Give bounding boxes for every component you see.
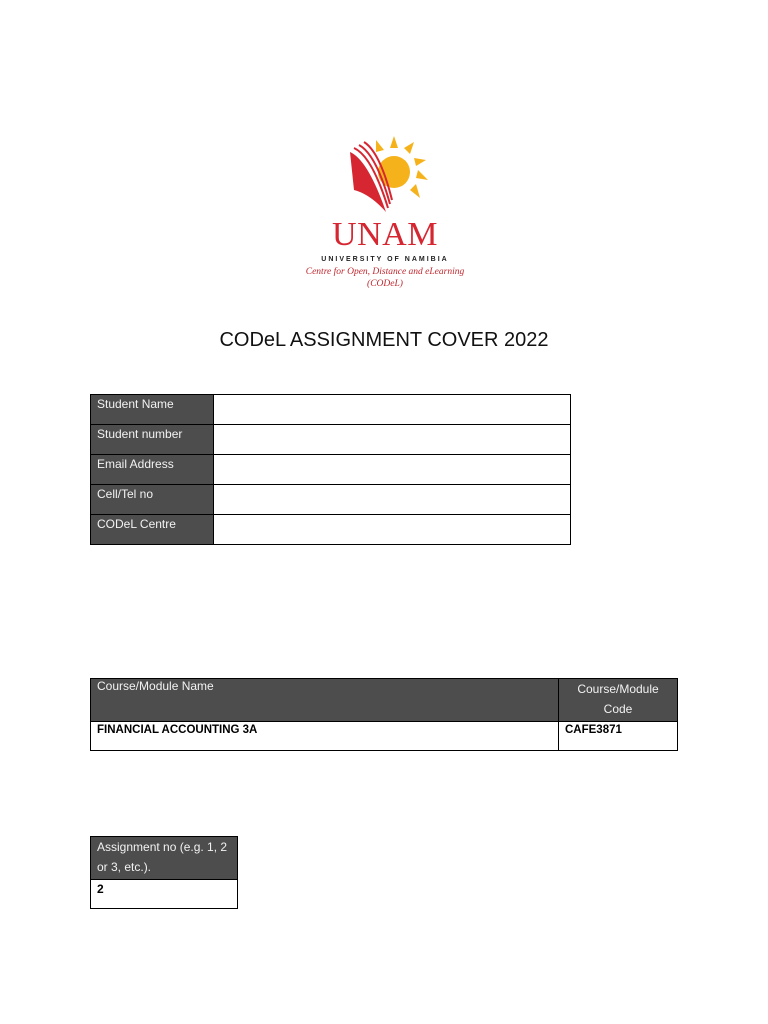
student-name-label: Student Name xyxy=(91,395,214,425)
table-row xyxy=(91,485,571,515)
codel-centre-field[interactable] xyxy=(214,515,571,545)
student-name-field[interactable] xyxy=(214,395,571,425)
table-row xyxy=(91,880,238,909)
logo-centre-line1: Centre for Open, Distance and eLearning xyxy=(305,267,465,277)
course-code-value: CAFE3871 xyxy=(559,722,678,751)
student-details-table xyxy=(90,394,571,545)
table-row xyxy=(91,455,571,485)
table-row xyxy=(91,837,238,880)
table-row xyxy=(91,395,571,425)
assignment-table xyxy=(90,836,238,909)
table-row xyxy=(91,679,678,722)
cell-tel-label: Cell/Tel no xyxy=(91,485,214,515)
logo-wordmark: UNAM xyxy=(332,216,438,253)
table-row xyxy=(91,425,571,455)
codel-centre-label: CODeL Centre xyxy=(91,515,214,545)
table-row xyxy=(91,722,678,751)
table-row xyxy=(91,515,571,545)
assignment-no-header: Assignment no (e.g. 1, 2 or 3, etc.). xyxy=(91,837,238,880)
email-address-label: Email Address xyxy=(91,455,214,485)
course-code-header: Course/Module Code xyxy=(559,679,678,722)
student-number-label: Student number xyxy=(91,425,214,455)
book-sun-icon xyxy=(340,132,430,222)
cell-tel-field[interactable] xyxy=(214,485,571,515)
logo-centre-line2: (CODeL) xyxy=(367,279,403,289)
logo-centre-text xyxy=(290,266,480,290)
assignment-no-value: 2 xyxy=(91,880,238,909)
course-table xyxy=(90,678,678,751)
course-name-value: FINANCIAL ACCOUNTING 3A xyxy=(91,722,559,751)
email-address-field[interactable] xyxy=(214,455,571,485)
student-number-field[interactable] xyxy=(214,425,571,455)
unam-logo xyxy=(290,132,480,292)
course-name-header: Course/Module Name xyxy=(91,679,559,722)
logo-subtitle: UNIVERSITY OF NAMIBIA xyxy=(321,256,449,263)
page-title: CODeL ASSIGNMENT COVER 2022 xyxy=(219,329,549,351)
